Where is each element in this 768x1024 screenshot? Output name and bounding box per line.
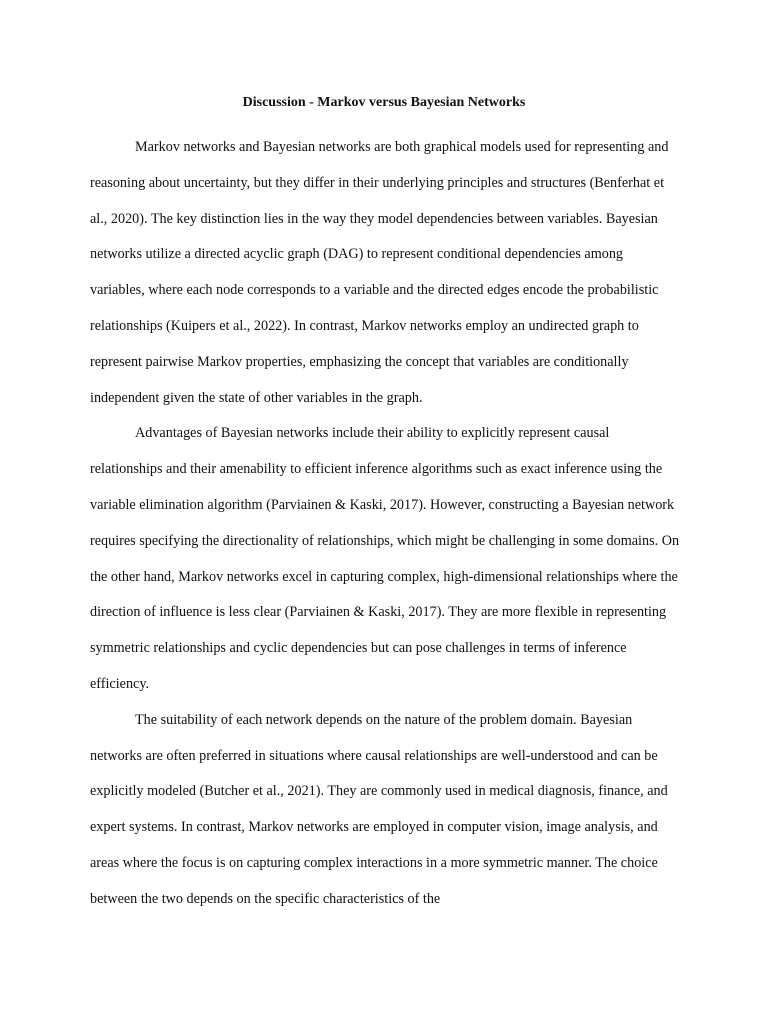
paragraph-3: The suitability of each network depends on the nature of the problem domain. Bayesian networks are often preferred in situations where causal relationships are well-understood and can be explicitly modeled (Butcher et al., 2021). They are commonly used in medical diagnosis, finance, and expert systems. In contrast, Markov networks are employed in computer vision, image analysis, and areas where the focus is on capturing complex interactions in a more symmetric manner. The choice between the two depends on the specific characteristics of the (90, 711, 668, 907)
document-body (90, 130, 680, 918)
paragraph-1: Markov networks and Bayesian networks are both graphical models used for representing and reasoning about uncertainty, but they differ in their underlying principles and structures (Benferhat et al., 2020). The key distinction lies in the way they model dependencies between variables. Bayesian networks utilize a directed acyclic graph (DAG) to represent conditional dependencies among variables, where each node corresponds to a variable and the directed edges encode the probabilistic relationships (Kuipers et al., 2022). In contrast, Markov networks employ an undirected graph to represent pairwise Markov properties, emphasizing the concept that variables are conditionally independent given the state of other variables in the graph. (90, 139, 669, 406)
document-title: Discussion - Markov versus Bayesian Networks (242, 95, 526, 110)
paragraph-2: Advantages of Bayesian networks include their ability to explicitly represent causal relationships and their amenability to efficient inference algorithms such as exact inference using the variable elimination algorithm (Parviainen & Kaski, 2017). However, constructing a Bayesian network requires specifying the directionality of relationships, which might be challenging in some domains. On the other hand, Markov networks excel in capturing complex, high-dimensional relationships where the direction of influence is less clear (Parviainen & Kaski, 2017). They are more flexible in representing symmetric relationships and cyclic dependencies but can pose challenges in terms of inference efficiency. (90, 425, 680, 692)
